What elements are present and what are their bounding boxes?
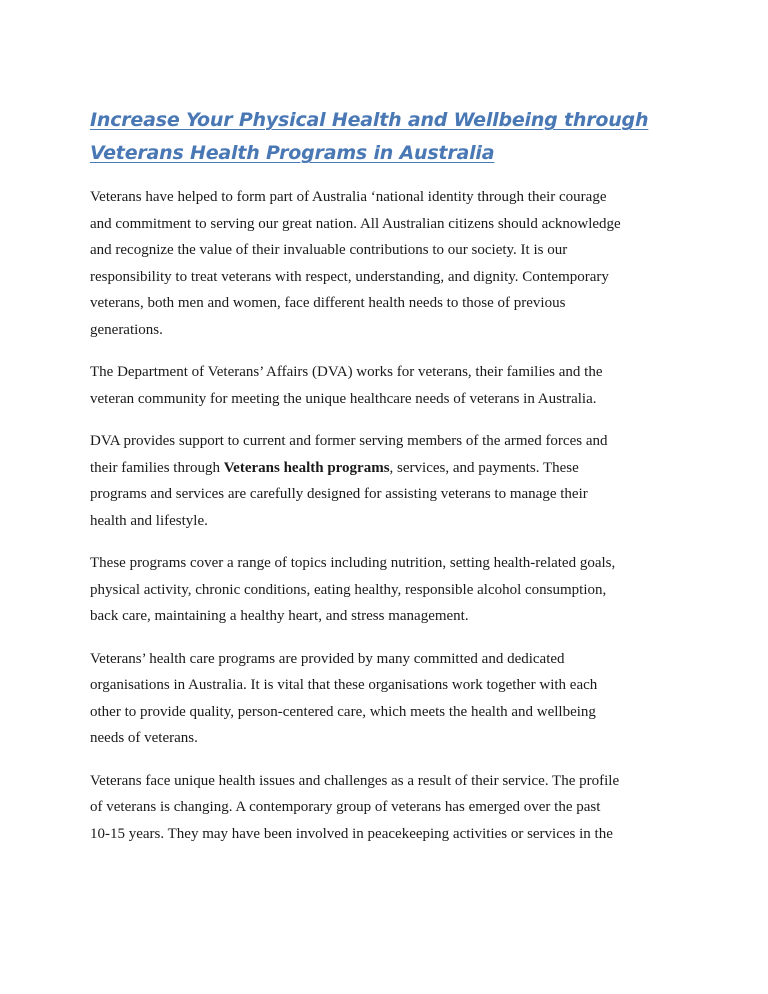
text-line: programs and services are carefully designed for assisting veterans to manage their	[90, 486, 588, 502]
text-line: and recognize the value of their invaluable contributions to our society. It is our	[90, 242, 568, 258]
text-line: and commitment to serving our great nation. All Australian citizens should acknowledge	[90, 215, 621, 232]
text-line: DVA provides support to current and former serving members of the armed forces and	[90, 433, 608, 449]
text-line: needs of veterans.	[90, 730, 198, 746]
title-line: Veterans Health Programs in Australia	[90, 142, 495, 164]
text-line: Veterans have helped to form part of Australia ‘national identity through their courage	[90, 189, 607, 205]
text-line: back care, maintaining a healthy heart, and stress management.	[90, 608, 469, 624]
text-line: Veterans face unique health issues and challenges as a result of their service. The profile	[90, 772, 620, 789]
paragraph-intro	[90, 184, 690, 343]
text-line: health and lifestyle.	[90, 512, 208, 529]
text-line: veterans, both men and women, face different health needs to those of previous	[90, 295, 566, 311]
text-line: The Department of Veterans’ Affairs (DVA) works for veterans, their families and the	[90, 364, 603, 380]
document-page	[90, 104, 690, 847]
text-line: 10-15 years. They may have been involved in peacekeeping activities or services in the	[90, 825, 613, 842]
text-run: their families through	[90, 459, 224, 476]
bold-keyword: Veterans health programs	[223, 459, 390, 476]
text-line: veteran community for meeting the unique healthcare needs of veterans in Australia.	[90, 390, 597, 407]
text-line: responsibility to treat veterans with respect, understanding, and dignity. Contemporary	[90, 268, 609, 285]
text-line	[90, 455, 690, 482]
document-title	[90, 104, 690, 170]
text-line: physical activity, chronic conditions, eating healthy, responsible alcohol consumption,	[90, 581, 607, 598]
text-line: These programs cover a range of topics including nutrition, setting health-related goals,	[90, 555, 616, 571]
text-run: , services, and payments. These	[389, 459, 579, 476]
text-line: organisations in Australia. It is vital that these organisations work together with each	[90, 677, 598, 693]
text-line: generations.	[90, 321, 163, 338]
paragraph-support	[90, 428, 690, 534]
paragraph-organisations	[90, 646, 690, 752]
paragraph-dva	[90, 359, 690, 412]
title-line: Increase Your Physical Health and Wellbeing through	[90, 109, 649, 131]
text-line: Veterans’ health care programs are provided by many committed and dedicated	[90, 650, 565, 667]
text-line: other to provide quality, person-centered care, which meets the health and wellbeing	[90, 703, 596, 720]
text-line: of veterans is changing. A contemporary group of veterans has emerged over the past	[90, 799, 601, 815]
paragraph-topics	[90, 550, 690, 630]
paragraph-challenges	[90, 768, 690, 848]
